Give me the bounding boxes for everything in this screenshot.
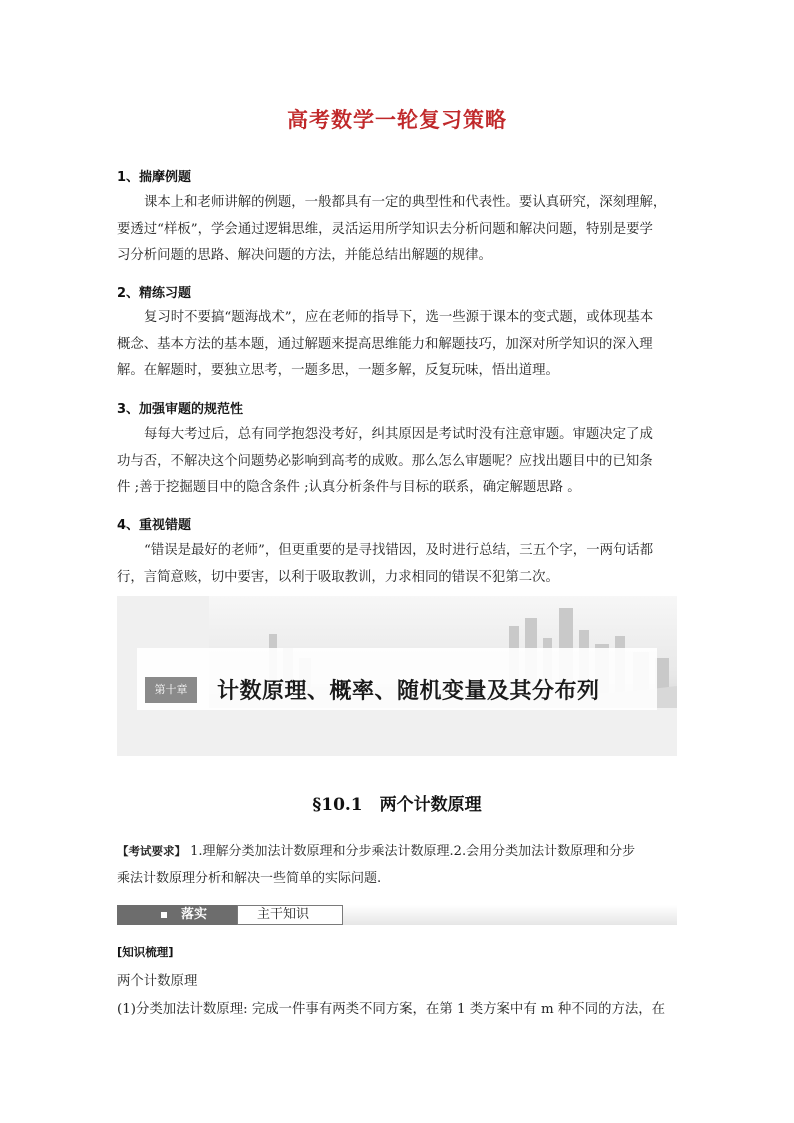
section-heading-2: 2、精练习题	[117, 286, 192, 301]
section-heading-3: 3、加强审题的规范性	[117, 402, 244, 417]
bar-label-zhugan: 主干知识	[257, 907, 310, 922]
paragraph-line: 件 ;善于挖掘题目中的隐含条件 ;认真分析条件与目标的联系，确定解题思路 。	[117, 480, 581, 495]
knowledge-subtitle: 两个计数原理	[117, 974, 198, 989]
section-bar	[117, 905, 677, 925]
page-title: 高考数学一轮复习策略	[287, 108, 507, 132]
paragraph-line: 行，言简意赅，切中要害，以利于吸取教训，力求相同的错误不犯第二次。	[117, 569, 559, 585]
requirement-text: 1.理解分类加法计数原理和分步乘法计数原理.2.会用分类加法计数原理和分步	[186, 844, 636, 859]
section-title: §10.1 两个计数原理	[312, 795, 482, 815]
bar-label-luoshi: 落实	[181, 907, 208, 922]
paragraph-line: 解。在解题时，要独立思考，一题多思，一题多解，反复玩味，悟出道理。	[117, 363, 559, 378]
knowledge-line: (1)分类加法计数原理: 完成一件事有两类不同方案，在第 1 类方案中有 m 种不同的方法，在	[117, 1002, 666, 1017]
paragraph-line: 概念、基本方法的基本题，通过解题来提高思维能力和解题技巧，加深对所学知识的深入理	[117, 336, 653, 352]
paragraph-line: 复习时不要搞“题海战术”，应在老师的指导下，选一些源于课本的变式题，或体现基本	[144, 310, 654, 325]
paragraph-line: 要透过“样板”，学会通过逻辑思维，灵活运用所学知识去分析问题和解决问题，特别是要学	[117, 221, 653, 237]
chapter-title: 计数原理、概率、随机变量及其分布列	[217, 679, 600, 704]
chapter-tag: 第十章	[145, 677, 197, 703]
bar-dark-segment	[117, 905, 237, 925]
paragraph-line: 每每大考过后，总有同学抱怨没考好，纠其原因是考试时没有注意审题。审题决定了成	[144, 427, 653, 442]
requirement-text: 乘法计数原理分析和解决一些简单的实际问题.	[117, 871, 382, 886]
section-paragraph-3	[117, 422, 677, 502]
chapter-banner	[117, 596, 677, 756]
section-paragraph-2	[117, 305, 677, 385]
paragraph-line: 习分析问题的思路、解决问题的方法，并能总结出解题的规律。	[117, 248, 492, 263]
paragraph-line: 课本上和老师讲解的例题，一般都具有一定的典型性和代表性。要认真研究，深刻理解，	[144, 195, 667, 210]
section-paragraph-1	[117, 190, 677, 270]
square-bullet-icon	[161, 912, 167, 918]
section-paragraph-4	[117, 538, 677, 591]
paragraph-line: “错误是最好的老师”，但更重要的是寻找错因，及时进行总结，三五个字，一两句话都	[144, 543, 654, 558]
section-heading-4: 4、重视错题	[117, 518, 192, 533]
knowledge-tag: [知识梳理]	[117, 945, 174, 959]
paragraph-line: 功与否，不解决这个问题势必影响到高考的成败。那么怎么审题呢？应找出题目中的已知条	[117, 453, 653, 469]
requirement-tag: 【考试要求】	[117, 844, 186, 858]
section-heading-1: 1、揣摩例题	[117, 170, 192, 185]
exam-requirement	[117, 838, 682, 892]
